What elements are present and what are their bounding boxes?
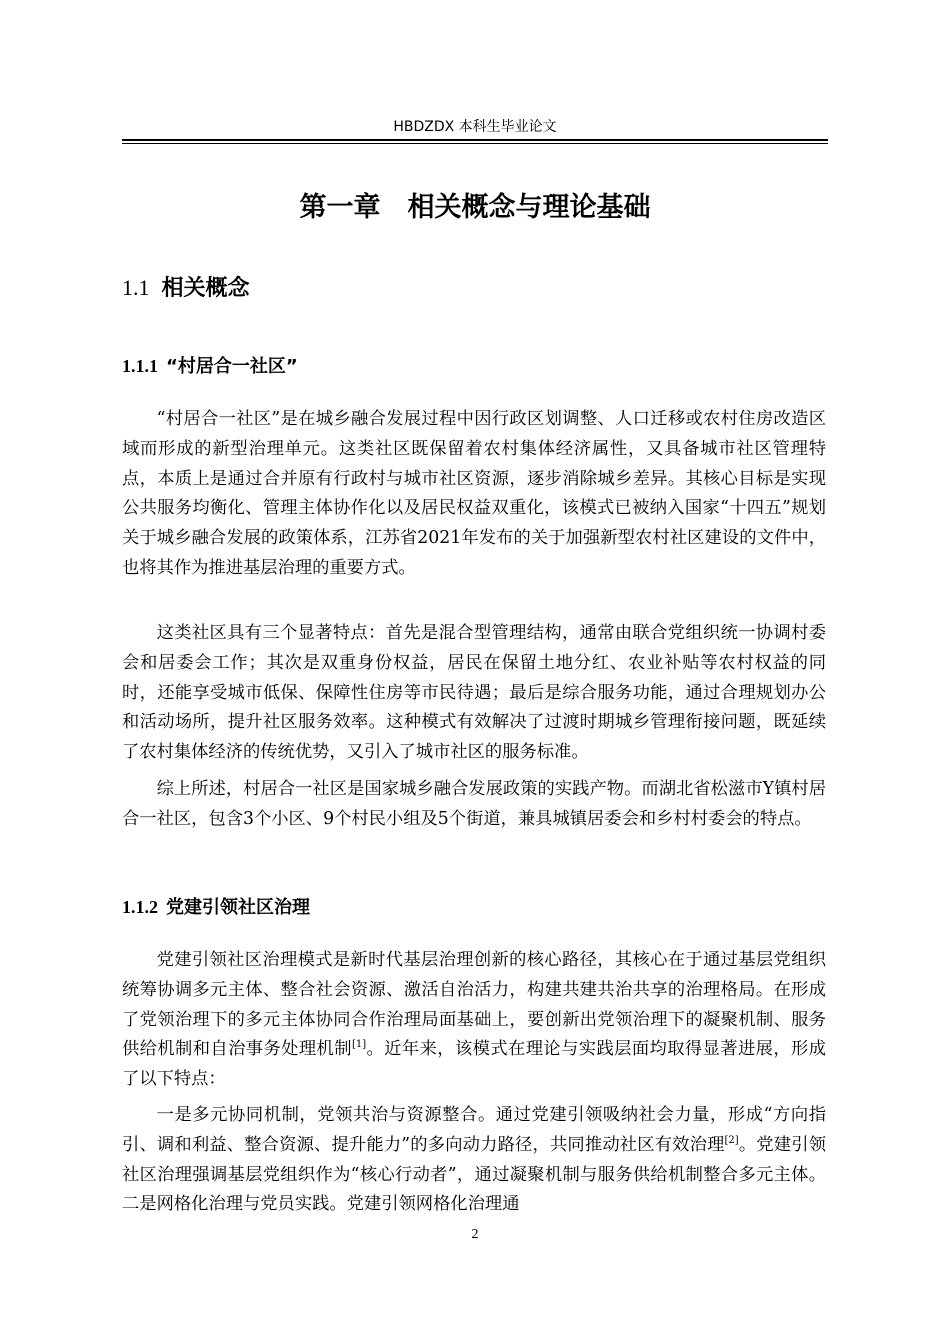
subsection-title: “村居合一社区” [166,356,298,377]
subsection-heading [122,895,310,920]
header-rule-thin [122,143,828,144]
section-heading [122,273,250,304]
chapter-title: 第一章 相关概念与理论基础 [299,192,651,223]
paragraph-text: 一是多元协同机制，党领共治与资源整合。通过党建引领吸纳社会力量，形成“方向指引、调和利益、整合资源、提升能力”的多向动力路径，共同推动社区有效治理 [122,1105,826,1155]
body-paragraph [122,946,826,1095]
body-paragraph: “村居合一社区”是在城乡融合发展过程中因行政区划调整、人口迁移或农村住房改造区域而形成的新型治理单元。这类社区既保留着农村集体经济属性，又具备城市社区管理特点，本质上是通过合并原有行政村与城市社区资源，逐步消除城乡差异。其核心目标是实现公共服务均衡化、管理主体协作化以及居民权益双重化，该模式已被纳入国家“十四五”规划关于城乡融合发展的政策体系，江苏省2021年发布的关于加强新型农村社区建设的文件中，也将其作为推进基层治理的重要方式。 [122,409,826,578]
subsection-number: 1.1.1 [122,356,158,376]
section-number: 1.1 [122,275,150,300]
running-header: HBDZDX 本科生毕业论文 [393,119,557,135]
paragraph-text: 。党建引领社区治理强调基层党组织作为“核心行动者”，通过凝聚机制与服务供给机制整合多元主体。二是网格化治理与党员实践。党建引领网格化治理通 [122,1134,826,1215]
header-rule-thick [122,139,828,141]
citation-ref: [1] [351,1039,367,1051]
paragraph-text: 党建引领社区治理模式是新时代基层治理创新的核心路径，其核心在于通过基层党组织统筹协调多元主体、整合社会资源、激活自治活力，构建共建共治共享的治理格局。在形成了党领治理下的多元主体协同合作治理局面基础上，要创新出党领治理下的凝聚机制、服务供给机制和自治事务处理机制 [122,950,826,1060]
citation-ref: [2] [724,1135,739,1147]
subsection-title: 党建引领社区治理 [166,897,310,918]
body-paragraph: 综上所述，村居合一社区是国家城乡融合发展政策的实践产物。而湖北省松滋市Y镇村居合一社区，包含3个小区、9个村民小组及5个街道，兼具城镇居委会和乡村村委会的特点。 [122,779,826,829]
paragraph-text: 。近年来，该模式在理论与实践层面均取得显著进展，形成了以下特点： [122,1039,826,1090]
section-title: 相关概念 [161,276,250,301]
subsection-number: 1.1.2 [122,897,158,917]
subsection-heading [122,354,298,379]
page-number: 2 [471,1227,479,1242]
body-paragraph [122,1101,826,1220]
body-paragraph: 这类社区具有三个显著特点：首先是混合型管理结构，通常由联合党组织统一协调村委会和居委会工作；其次是双重身份权益，居民在保留土地分红、农业补贴等农村权益的同时，还能享受城市低保、保障性住房等市民待遇；最后是综合服务功能，通过合理规划办公和活动场所，提升社区服务效率。这种模式有效解决了过渡时期城乡管理衔接问题，既延续了农村集体经济的传统优势，又引入了城市社区的服务标准。 [122,623,826,763]
